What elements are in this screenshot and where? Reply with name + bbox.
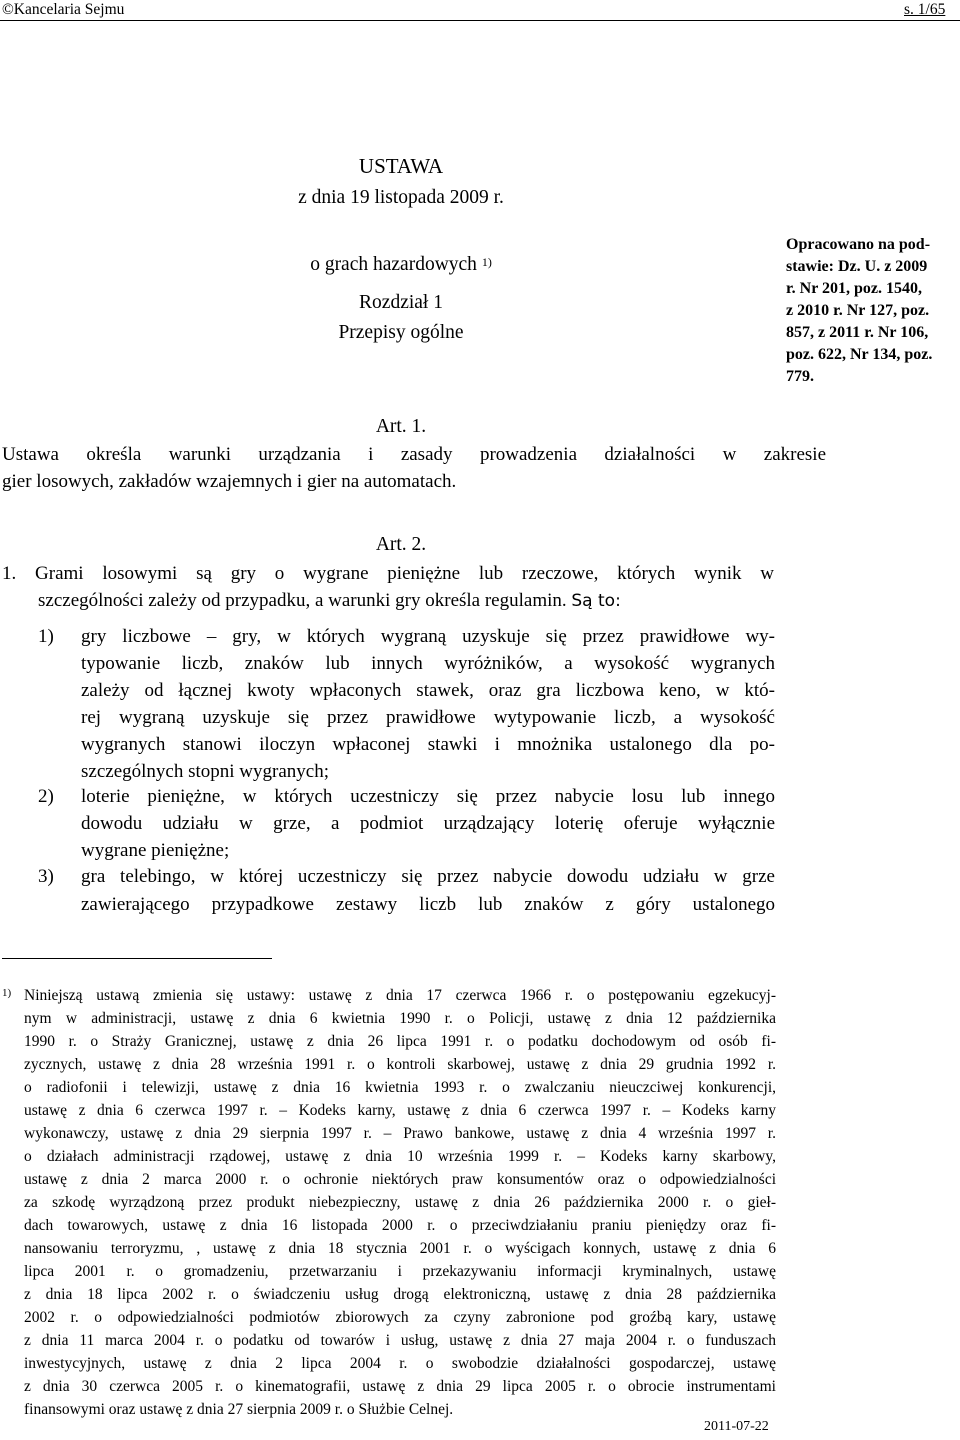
footer-date: 2011-07-22 bbox=[704, 1419, 769, 1434]
article-2-paragraph-1-intro: Są to: bbox=[571, 591, 621, 611]
article-1-heading: Art. 1. bbox=[375, 416, 427, 437]
article-2-paragraph-1-line: 1. Grami losowymi są gry o wygrane pieniężne lub rzeczowe, których wynik w bbox=[2, 563, 774, 584]
source-note bbox=[786, 234, 960, 388]
source-note-line: 779. bbox=[786, 368, 814, 385]
footnote-line: o radiofonii i telewizji, ustawę z dnia 16 kwietnia 1993 r. o zwalczaniu nieuczciwej konkurencji, bbox=[24, 1079, 776, 1096]
list-item-line: wygranych stanowi iloczyn wpłaconej stawki i mnożnika ustalonego dla po- bbox=[81, 734, 775, 755]
header-divider bbox=[0, 20, 960, 21]
source-note-line: 857, z 2011 r. Nr 106, bbox=[786, 324, 929, 341]
footnote-line: 1990 r. o Straży Granicznej, ustawę z dnia 26 lipca 1991 r. o podatku dochodowym od osób fi- bbox=[24, 1033, 776, 1050]
list-item-line: wygrane pieniężne; bbox=[81, 840, 230, 861]
footnote-line: dach towarowych, ustawę z dnia 16 listopada 2000 r. o przeciwdziałaniu praniu pieniędzy oraz fi- bbox=[24, 1217, 776, 1234]
article-2-paragraph-1-text: szczególności zależy od przypadku, a warunki gry określa regulamin. bbox=[38, 590, 567, 611]
footnote-line: finansowymi oraz ustawę z dnia 27 sierpnia 2009 r. o Służbie Celnej. bbox=[24, 1401, 454, 1418]
act-date: z dnia 19 listopada 2009 r. bbox=[298, 187, 504, 208]
list-item-line: rej wygraną uzyskuje się przez prawidłowe wytypowanie liczb, a wysokość bbox=[81, 707, 775, 728]
list-item-line: zawierającego przypadkowe zestawy liczb lub znaków z góry ustalonego bbox=[81, 894, 775, 915]
footnote-line: o działach administracji rządowej, ustawę z dnia 10 września 1999 r. – Kodeks karny skarbowy, bbox=[24, 1148, 776, 1165]
list-item-number: 2) bbox=[38, 786, 54, 807]
article-1-text-line: Ustawa określa warunki urządzania i zasady prowadzenia działalności w zakresie bbox=[2, 444, 826, 465]
footnote-line: Niniejszą ustawą zmienia się ustawy: ustawę z dnia 17 czerwca 1966 r. o postępowaniu egzekucyj- bbox=[24, 987, 776, 1004]
footnote-line: wykonawczy, ustawę z dnia 29 sierpnia 1997 r. – Prawo bankowe, ustawę z dnia 4 września 1997 r. bbox=[24, 1125, 776, 1142]
act-title-text: o grach hazardowych bbox=[310, 254, 477, 275]
act-title bbox=[221, 253, 581, 277]
list-item-line: dowodu udziału w grze, a podmiot urządzający loterię oferuje wyłącznie bbox=[81, 813, 775, 834]
chapter-heading: Rozdział 1 bbox=[359, 292, 443, 313]
article-2-heading: Art. 2. bbox=[375, 534, 427, 555]
footnote-line: ustawę z dnia 6 czerwca 1997 r. – Kodeks karny, ustawę z dnia 6 czerwca 1997 r. – Kodeks karny bbox=[24, 1102, 776, 1119]
article-1-text-line: gier losowych, zakładów wzajemnych i gier na automatach. bbox=[2, 471, 457, 492]
footnote-line: z dnia 11 marca 2004 r. o podatku od towarów i usług, ustawę z dnia 27 maja 2004 r. o funduszach bbox=[24, 1332, 776, 1349]
footnote-line: za szkodę wyrządzoną przez produkt niebezpieczny, ustawę z dnia 26 października 2000 r. o gieł- bbox=[24, 1194, 776, 1211]
chapter-title: Przepisy ogólne bbox=[338, 322, 464, 343]
footnote-line: z dnia 30 czerwca 2005 r. o kinematografii, ustawę z dnia 29 lipca 2005 r. o obrocie instrumentami bbox=[24, 1378, 776, 1395]
footnote-line: inwestycyjnych, ustawę z dnia 2 lipca 2004 r. o swobodzie działalności gospodarczej, ustawę bbox=[24, 1355, 776, 1372]
list-item-line: loterie pieniężne, w których uczestniczy się przez nabycie losu lub innego bbox=[81, 786, 775, 807]
source-note-line: r. Nr 201, poz. 1540, bbox=[786, 280, 922, 297]
footnote-divider bbox=[2, 958, 272, 959]
act-type: USTAWA bbox=[358, 154, 444, 178]
list-item-number: 3) bbox=[38, 866, 54, 887]
footnote-line: z dnia 18 lipca 2002 r. o świadczeniu usług drogą elektroniczną, ustawę z dnia 28 października bbox=[24, 1286, 776, 1303]
list-item-line: zależy od łącznej kwoty wpłaconych stawek, oraz gra liczbowa keno, w któ- bbox=[81, 680, 775, 701]
source-note-line: poz. 622, Nr 134, poz. bbox=[786, 346, 933, 363]
header-copyright: ©Kancelaria Sejmu bbox=[2, 1, 125, 18]
footnote-line: ustawę z dnia 2 marca 2000 r. o ochronie niektórych praw konsumentów oraz o odpowiedzialności bbox=[24, 1171, 776, 1188]
list-item-line: typowanie liczb, znaków lub innych wyróżników, a wysokość wygranych bbox=[81, 653, 775, 674]
footnote-line: lipca 2001 r. o gromadzeniu, przetwarzaniu i przekazywaniu informacji kryminalnych, ustawę bbox=[24, 1263, 776, 1280]
page-number-link[interactable]: s. 1/65 bbox=[904, 1, 946, 18]
source-note-line: z 2010 r. Nr 127, poz. bbox=[786, 302, 930, 319]
article-2-paragraph-1-line bbox=[38, 589, 621, 613]
footnote-reference[interactable]: 1) bbox=[481, 255, 492, 269]
list-item-line: szczególnych stopni wygranych; bbox=[81, 761, 329, 782]
footnote-marker: 1) bbox=[2, 987, 12, 999]
footnote-line: zycznych, ustawę z dnia 28 września 1991 r. o kontroli skarbowej, ustawę z dnia 29 grudnia 1992 r. bbox=[24, 1056, 776, 1073]
footnote-line: 2002 r. o odpowiedzialności podmiotów zbiorowych za czyny zabronione pod groźbą kary, ustawę bbox=[24, 1309, 776, 1326]
footnote-line: nym w administracji, ustawę z dnia 6 kwietnia 1990 r. o Policji, ustawę z dnia 12 października bbox=[24, 1010, 776, 1027]
list-item-line: gra telebingo, w której uczestniczy się przez nabycie dowodu udziału w grze bbox=[81, 866, 775, 887]
footnote-line: nansowaniu terroryzmu, , ustawę z dnia 18 stycznia 2001 r. o wyścigach konnych, ustawę z dnia 6 bbox=[24, 1240, 776, 1257]
source-note-line: stawie: Dz. U. z 2009 bbox=[786, 258, 928, 275]
list-item-number: 1) bbox=[38, 626, 54, 647]
list-item-line: gry liczbowe – gry, w których wygraną uzyskuje się przez prawidłowe wy- bbox=[81, 626, 775, 647]
source-note-line: Opracowano na pod- bbox=[786, 236, 931, 253]
